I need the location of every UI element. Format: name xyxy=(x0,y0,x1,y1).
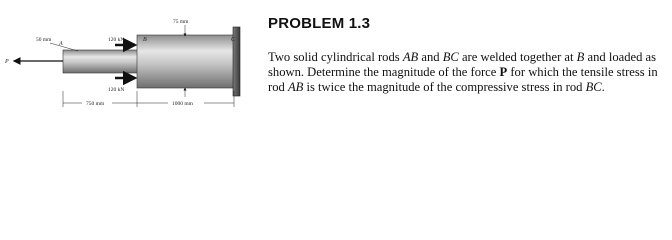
label-c: C xyxy=(231,37,236,43)
dim-75mm: 75 mm xyxy=(173,19,189,25)
rod-bc xyxy=(137,35,234,88)
load-label-bottom: 120 kN xyxy=(108,87,125,93)
load-label-top: 120 kN xyxy=(108,37,125,43)
dim-1000mm: 1000 mm xyxy=(172,101,193,107)
rod-ab xyxy=(63,50,138,73)
problem-statement: Two solid cylindrical rods AB and BC are welded together at B and loaded as shown. Determine the magnitude of the force P for which the tensile stress in rod AB is twice the magnitude of the compressive stress in rod BC. xyxy=(268,50,661,95)
label-a: A xyxy=(59,41,63,47)
problem-figure xyxy=(0,0,270,123)
dim-50mm: 50 mm xyxy=(36,37,52,43)
problem-title: PROBLEM 1.3 xyxy=(268,15,371,32)
rod-diagram xyxy=(0,0,270,123)
label-p: P xyxy=(5,59,9,65)
label-b: B xyxy=(143,37,147,43)
dim-750mm: 750 mm xyxy=(86,101,105,107)
